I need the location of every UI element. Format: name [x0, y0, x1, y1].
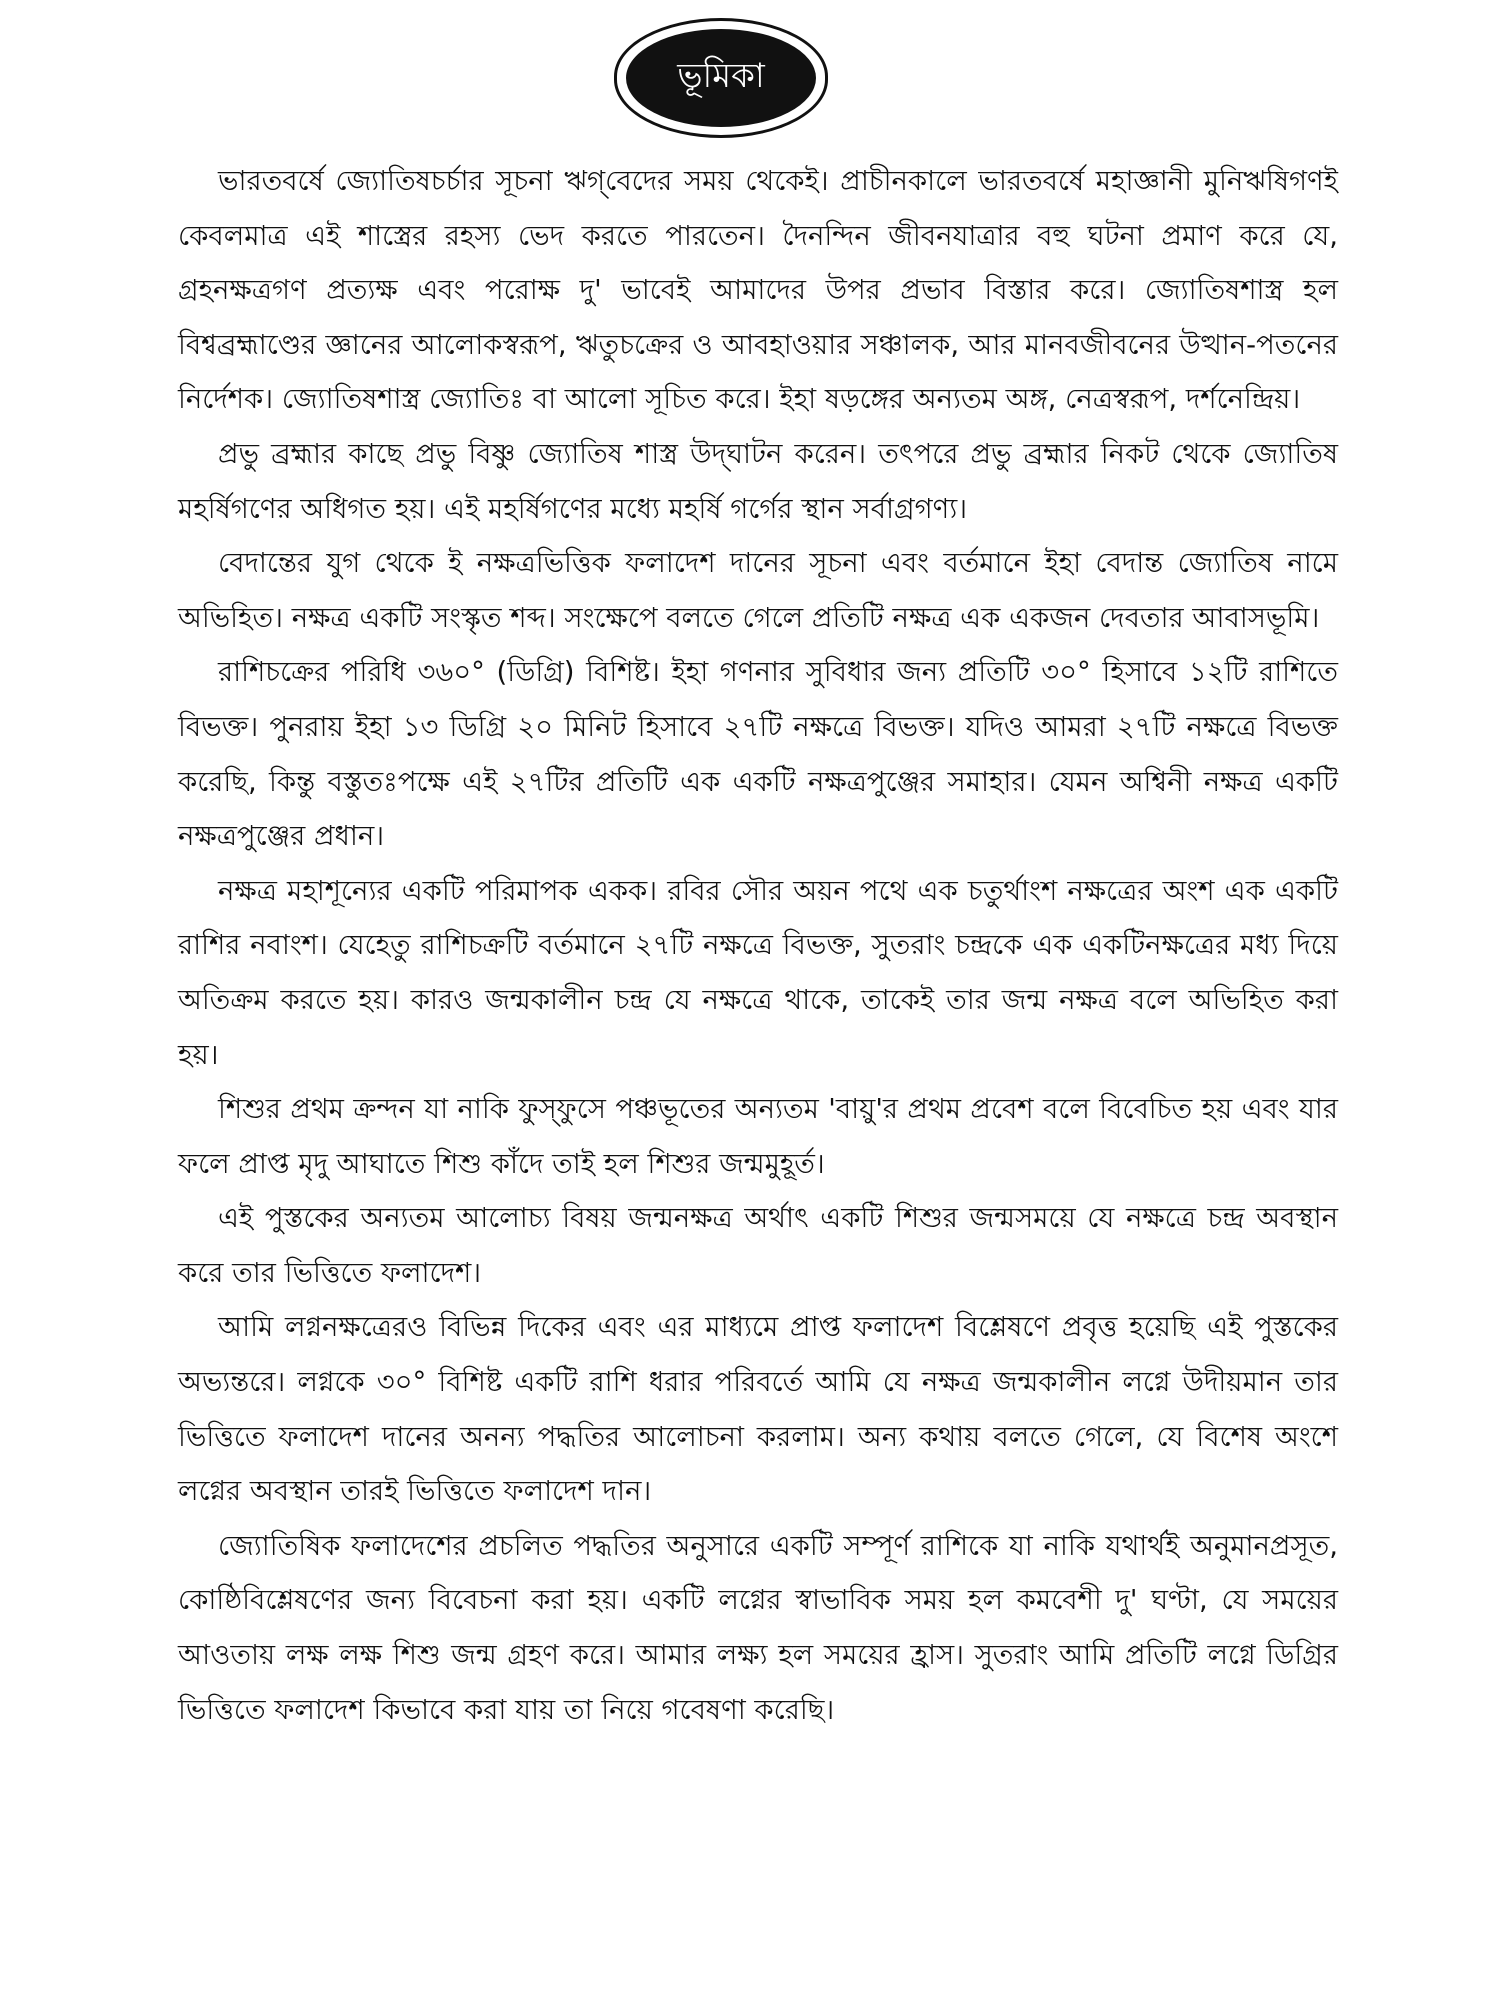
paragraph: শিশুর প্রথম ক্রন্দন যা নাকি ফুস্‌ফুসে পঞ্চভূতের অন্যতম 'বায়ু'র প্রথম প্রবেশ বলে বিবেচিত হয় এবং যার ফলে প্রাপ্ত মৃদু আঘাতে শিশু কাঁদে তাই হল শিশুর জন্মমুহূর্ত।: [178, 1093, 1338, 1180]
paragraph: বেদান্তের যুগ থেকে ই নক্ষত্রভিত্তিক ফলাদেশ দানের সূচনা এবং বর্তমানে ইহা বেদান্ত জ্যোতিষ নামে অভিহিত। নক্ষত্র একটি সংস্কৃত শব্দ। সংক্ষেপে বলতে গেলে প্রতিটি নক্ষত্র এক একজন দেবতার আবাসভূমি।: [178, 547, 1338, 634]
chapter-title: ভূমিকা: [626, 29, 816, 127]
chapter-title-frame: [614, 18, 828, 138]
paragraph: রাশিচক্রের পরিধি ৩৬০° (ডিগ্রি) বিশিষ্ট। ইহা গণনার সুবিধার জন্য প্রতিটি ৩০° হিসাবে ১২টি রাশিতে বিভক্ত। পুনরায় ইহা ১৩ ডিগ্রি ২০ মিনিট হিসাবে ২৭টি নক্ষত্রে বিভক্ত। যদিও আমরা ২৭টি নক্ষত্রে বিভক্ত করেছি, কিন্তু বস্তুতঃপক্ষে এই ২৭টির প্রতিটি এক একটি নক্ষত্রপুঞ্জের সমাহার। যেমন অশ্বিনী নক্ষত্র একটি নক্ষত্রপুঞ্জের প্রধান।: [178, 656, 1338, 853]
paragraph: প্রভু ব্রহ্মার কাছে প্রভু বিষ্ণু জ্যোতিষ শাস্ত্র উদ্‌ঘাটন করেন। তৎপরে প্রভু ব্রহ্মার নিকট থেকে জ্যোতিষ মহর্ষিগণের অধিগত হয়। এই মহর্ষিগণের মধ্যে মহর্ষি গর্গের স্থান সর্বাগ্রগণ্য।: [178, 437, 1338, 525]
paragraph: জ্যোতিষিক ফলাদেশের প্রচলিত পদ্ধতির অনুসারে একটি সম্পূর্ণ রাশিকে যা নাকি যথার্থই অনুমানপ্রসূত, কোষ্ঠিবিশ্লেষণের জন্য বিবেচনা করা হয়। একটি লগ্নের স্বাভাবিক সময় হল কমবেশী দু' ঘণ্টা, যে সময়ের আওতায় লক্ষ লক্ষ শিশু জন্ম গ্রহণ করে। আমার লক্ষ্য হল সময়ের হ্রাস। সুতরাং আমি প্রতিটি লগ্নে ডিগ্রির ভিত্তিতে ফলাদেশ কিভাবে করা যায় তা নিয়ে গবেষণা করেছি।: [178, 1529, 1338, 1726]
paragraph: এই পুস্তকের অন্যতম আলোচ্য বিষয় জন্মনক্ষত্র অর্থাৎ একটি শিশুর জন্মসময়ে যে নক্ষত্রে চন্দ্র অবস্থান করে তার ভিত্তিতে ফলাদেশ।: [178, 1202, 1338, 1289]
paragraph: নক্ষত্র মহাশূন্যের একটি পরিমাপক একক। রবির সৌর অয়ন পথে এক চতুর্থাংশ নক্ষত্রের অংশ এক একটি রাশির নবাংশ। যেহেতু রাশিচক্রটি বর্তমানে ২৭টি নক্ষত্রে বিভক্ত, সুতরাং চন্দ্রকে এক একটিনক্ষত্রের মধ্য দিয়ে অতিক্রম করতে হয়। কারও জন্মকালীন চন্দ্র যে নক্ষত্রে থাকে, তাকেই তার জন্ম নক্ষত্র বলে অভিহিত করা হয়।: [178, 874, 1338, 1071]
paragraph: ভারতবর্ষে জ্যোতিষচর্চার সূচনা ঋগ্‌বেদের সময় থেকেই। প্রাচীনকালে ভারতবর্ষে মহাজ্ঞানী মুনিঋষিগণই কেবলমাত্র এই শাস্ত্রের রহস্য ভেদ করতে পারতেন। দৈনন্দিন জীবনযাত্রার বহু ঘটনা প্রমাণ করে যে, গ্রহনক্ষত্রগণ প্রত্যক্ষ এবং পরোক্ষ দু' ভাবেই আমাদের উপর প্রভাব বিস্তার করে। জ্যোতিষশাস্ত্র হল বিশ্বব্রহ্মাণ্ডের জ্ঞানের আলোকস্বরূপ, ঋতুচক্রের ও আবহাওয়ার সঞ্চালক, আর মানবজীবনের উত্থান-পতনের নির্দেশক। জ্যোতিষশাস্ত্র জ্যোতিঃ বা আলো সূচিত করে। ইহা ষড়ঙ্গের অন্যতম অঙ্গ, নেত্রস্বরূপ, দর্শনেন্দ্রিয়।: [178, 165, 1338, 416]
preface-body: [178, 154, 1338, 1737]
paragraph: আমি লগ্ননক্ষত্রেরও বিভিন্ন দিকের এবং এর মাধ্যমে প্রাপ্ত ফলাদেশ বিশ্লেষণে প্রবৃত্ত হয়েছি এই পুস্তকের অভ্যন্তরে। লগ্নকে ৩০° বিশিষ্ট একটি রাশি ধরার পরিবর্তে আমি যে নক্ষত্র জন্মকালীন লগ্নে উদীয়মান তার ভিত্তিতে ফলাদেশ দানের অনন্য পদ্ধতির আলোচনা করলাম। অন্য কথায় বলতে গেলে, যে বিশেষ অংশে লগ্নের অবস্থান তারই ভিত্তিতে ফলাদেশ দান।: [178, 1311, 1338, 1508]
